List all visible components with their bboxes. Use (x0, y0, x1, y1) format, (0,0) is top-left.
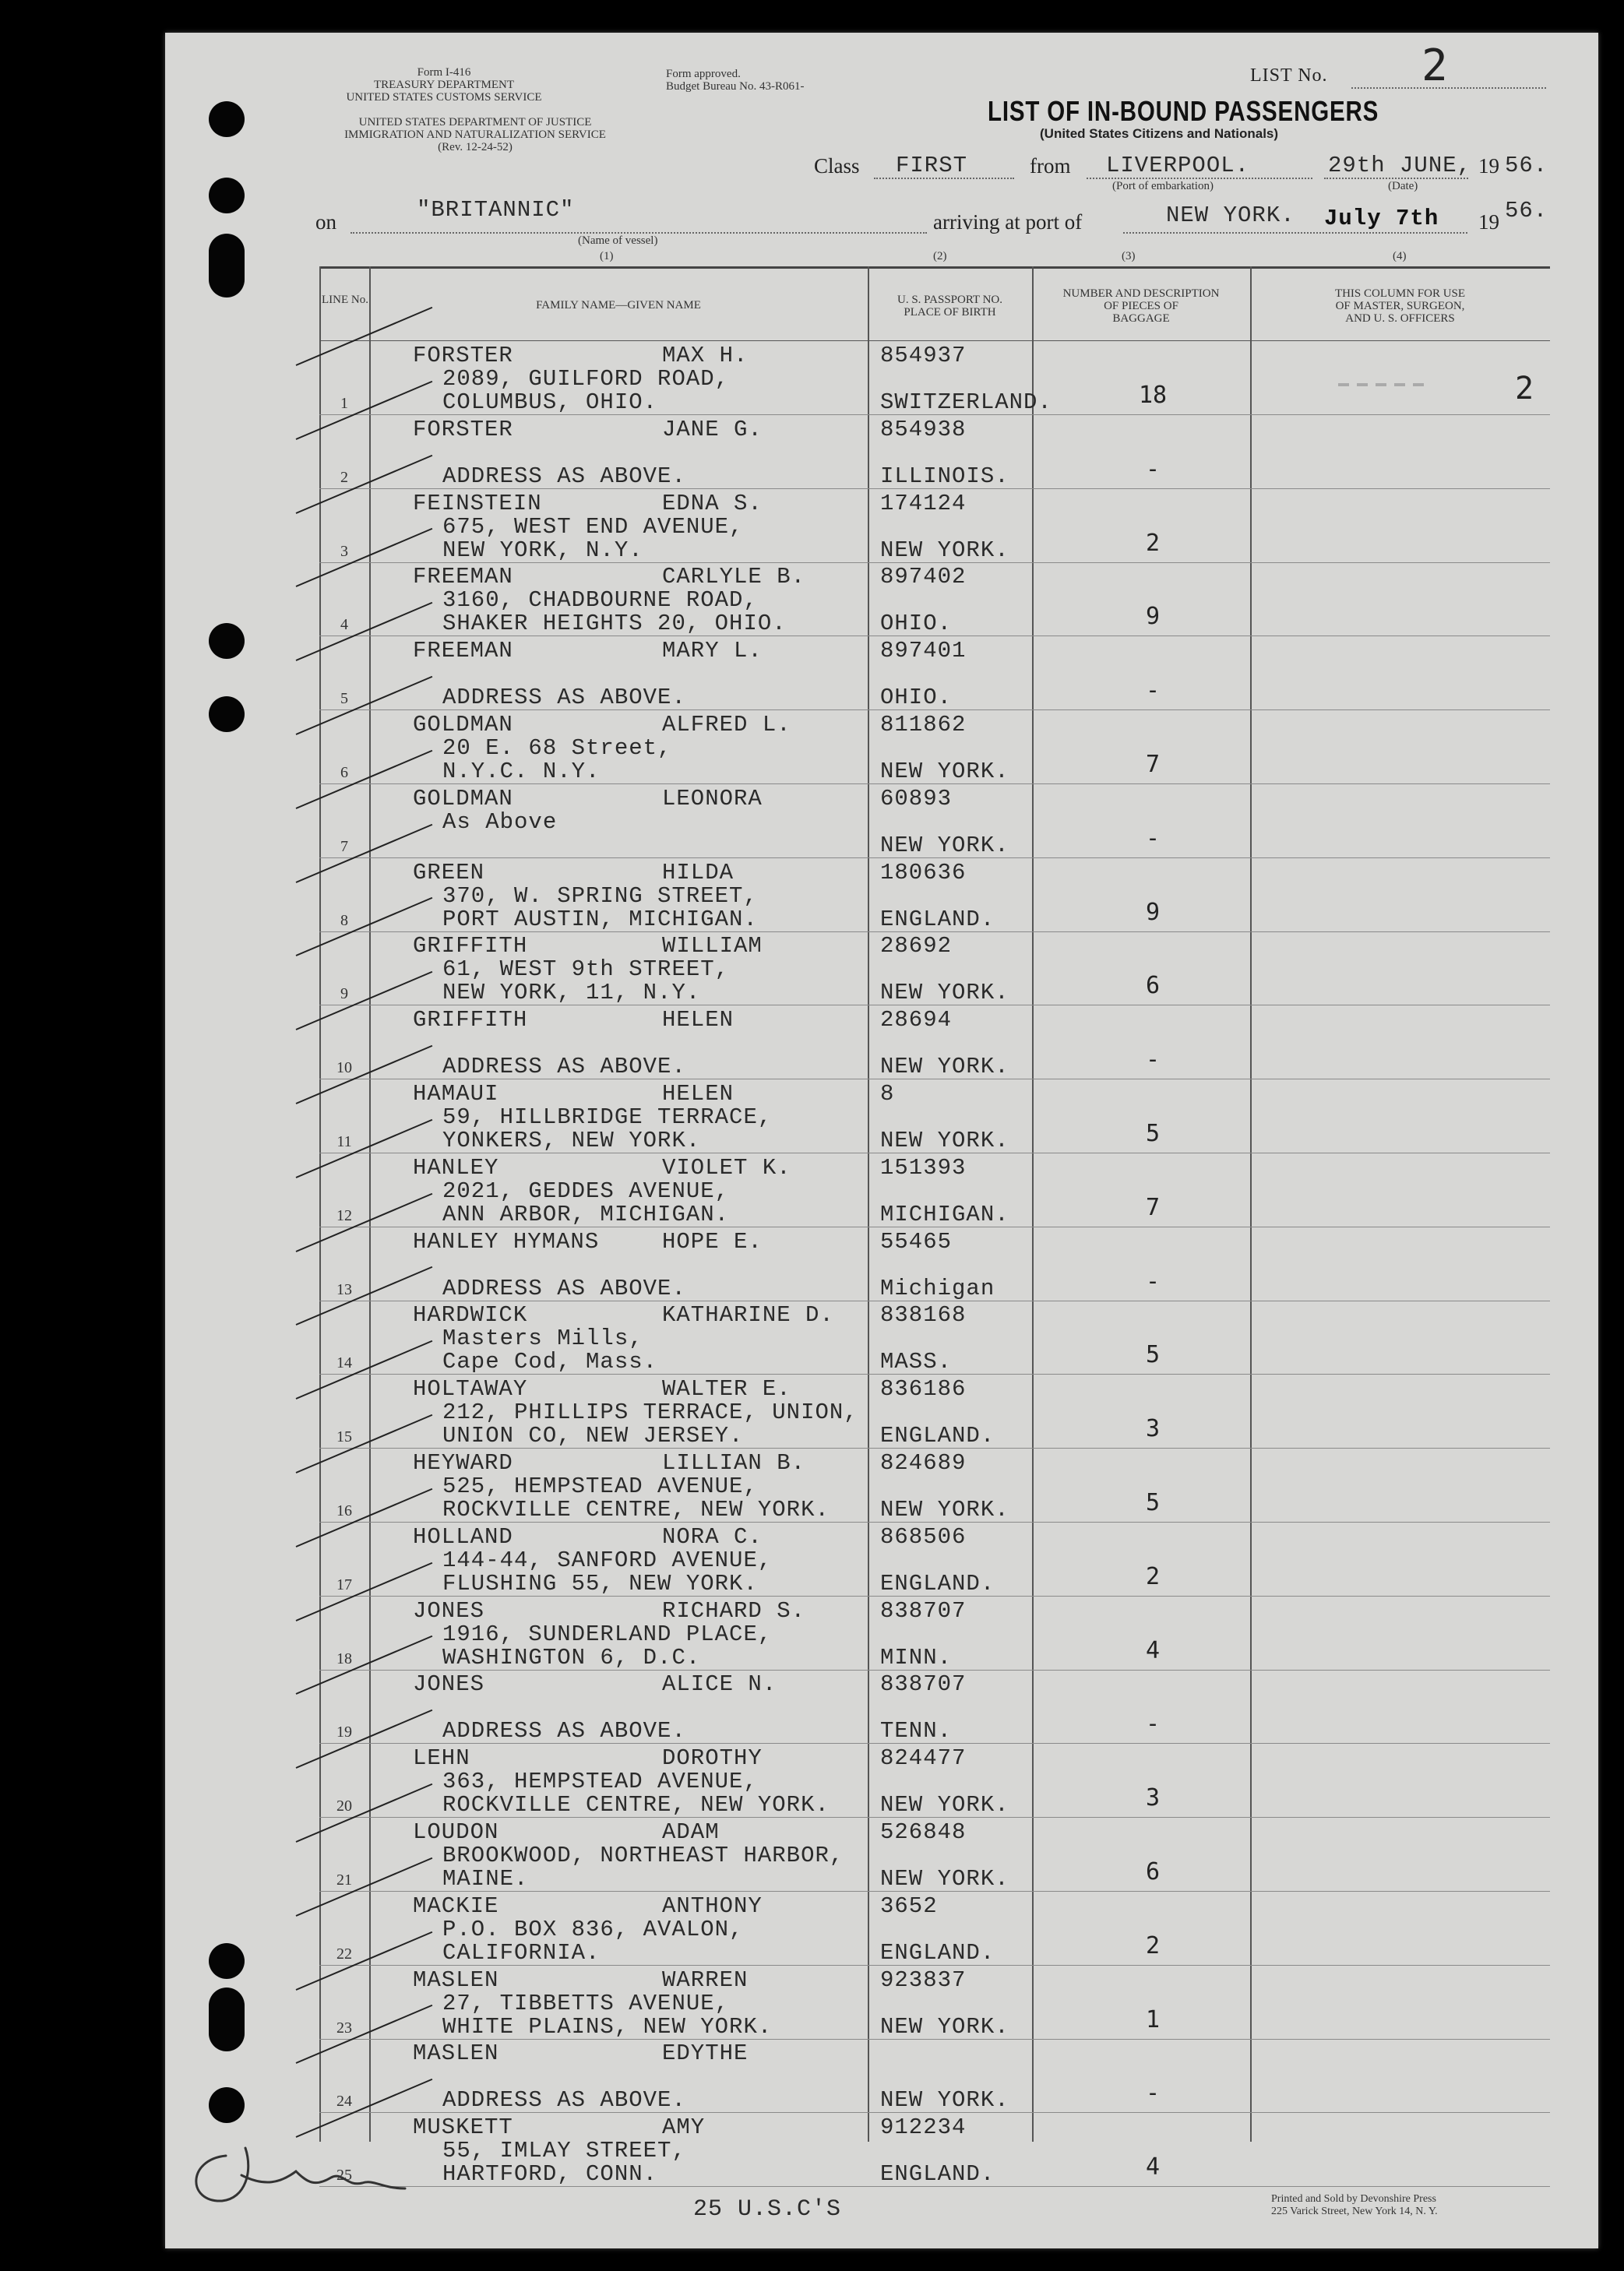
given-name: MARY L. (662, 638, 763, 664)
justice-line-1: UNITED STATES DEPARTMENT OF JUSTICE (358, 116, 592, 129)
form-number: Form I-416 (417, 66, 471, 79)
line-number: 18 (336, 1650, 352, 1667)
passport-number: 897402 (880, 564, 967, 590)
table-row (319, 1227, 1550, 1301)
line-number: 5 (340, 690, 348, 708)
table-row (319, 562, 1550, 636)
given-name: HILDA (662, 859, 734, 886)
from-value: LIVERPOOL. (1106, 153, 1250, 178)
list-no-value: 2 (1421, 40, 1448, 91)
line-number: 1 (340, 395, 348, 412)
birthplace: ENGLAND. (880, 906, 995, 932)
address-line-2: ADDRESS AS ABOVE. (442, 685, 686, 711)
col-number-2: (2) (933, 250, 947, 262)
passport-number: 838707 (880, 1671, 967, 1698)
address-line-2: NEW YORK, 11, N.Y. (442, 980, 701, 1006)
table-row (319, 1597, 1550, 1671)
table-row (319, 341, 1550, 415)
address-line-2: N.Y.C. N.Y. (442, 759, 601, 784)
address-line-2: YONKERS, NEW YORK. (442, 1128, 701, 1153)
given-name: HELEN (662, 1007, 734, 1033)
table-row (319, 1892, 1550, 1966)
col-number-3: (3) (1122, 250, 1136, 262)
birthplace: NEW YORK. (880, 1128, 1009, 1153)
table-row (319, 1744, 1550, 1818)
given-name: AMY (662, 2114, 706, 2141)
passport-number: 60893 (880, 785, 953, 812)
table-row (319, 1523, 1550, 1597)
address-line-2: ROCKVILLE CENTRE, NEW YORK. (442, 1792, 830, 1819)
baggage-count: 4 (1145, 2153, 1161, 2181)
justice-line-2: IMMIGRATION AND NATURALIZATION SERVICE (344, 129, 606, 141)
col-header-line-no: LINE No. (322, 294, 368, 306)
line-number: 21 (336, 1871, 352, 1889)
line-number: 10 (336, 1059, 352, 1077)
line-number: 14 (336, 1354, 352, 1372)
given-name: CARLYLE B. (662, 564, 806, 590)
table-row (319, 1818, 1550, 1892)
form-title: LIST OF IN-BOUND PASSENGERS (988, 95, 1379, 127)
baggage-count: 3 (1145, 1784, 1161, 1812)
family-name: FEINSTEIN (413, 490, 542, 516)
family-name: GOLDMAN (413, 712, 513, 738)
line-number: 6 (340, 764, 348, 781)
address-line-2: HARTFORD, CONN. (442, 2161, 658, 2188)
birthplace: MINN. (880, 1644, 953, 1671)
baggage-count: 2 (1145, 529, 1161, 557)
table-row (319, 858, 1550, 932)
line-number: 19 (336, 1723, 352, 1741)
address-line-1: 212, PHILLIPS TERRACE, UNION, (442, 1400, 858, 1426)
family-name: JONES (413, 1671, 485, 1698)
baggage-count: 5 (1145, 1120, 1161, 1147)
total-count: 25 U.S.C'S (693, 2196, 842, 2223)
table-row (319, 1005, 1550, 1079)
passport-number: 854937 (880, 343, 967, 368)
given-name: JANE G. (662, 416, 763, 442)
col-header-baggage-1: NUMBER AND DESCRIPTION (1062, 287, 1220, 300)
address-line-1: As Above (442, 808, 558, 835)
address-line-1: 3160, CHADBOURNE ROAD, (442, 587, 758, 614)
passport-number: 923837 (880, 1966, 967, 1993)
family-name: GREEN (413, 859, 485, 886)
address-line-2: FLUSHING 55, NEW YORK. (442, 1570, 758, 1597)
family-name: HANLEY HYMANS (413, 1228, 600, 1255)
table-row (319, 415, 1550, 489)
table-row (319, 1966, 1550, 2040)
col-header-name: FAMILY NAME—GIVEN NAME (536, 299, 701, 312)
address-line-2: ADDRESS AS ABOVE. (442, 1275, 686, 1301)
address-line-1: 144-44, SANFORD AVENUE, (442, 1547, 773, 1573)
given-name: WARREN (662, 1966, 749, 1993)
line-number: 12 (336, 1206, 352, 1224)
on-label: on (315, 210, 336, 234)
address-line-1: Masters Mills, (442, 1326, 643, 1352)
passport-number: 836186 (880, 1376, 967, 1403)
birthplace: ILLINOIS. (880, 463, 1009, 489)
given-name: LILLIAN B. (662, 1450, 806, 1476)
given-name: LEONORA (662, 785, 763, 812)
printer-line-1: Printed and Sold by Devonshire Press (1271, 2193, 1436, 2205)
address-line-2: ADDRESS AS ABOVE. (442, 463, 686, 489)
given-name: WILLIAM (662, 933, 763, 959)
line-number: 2 (340, 468, 348, 486)
approval-line-2: Budget Bureau No. 43-R061- (666, 80, 805, 93)
family-name: LEHN (413, 1745, 470, 1772)
officer-mark: 2 (1515, 371, 1534, 407)
year-value-2: 56. (1505, 198, 1548, 224)
address-line-2: ADDRESS AS ABOVE. (442, 1054, 686, 1080)
family-name: FREEMAN (413, 638, 513, 664)
family-name: MUSKETT (413, 2114, 513, 2141)
birthplace: NEW YORK. (880, 2013, 1009, 2040)
baggage-count: - (1145, 1710, 1161, 1738)
agency-line-1: TREASURY DEPARTMENT (373, 79, 515, 91)
address-line-1: 59, HILLBRIDGE TERRACE, (442, 1104, 773, 1130)
table-row (319, 931, 1550, 1005)
birthplace: ENGLAND. (880, 1570, 995, 1597)
address-line-2: MAINE. (442, 1866, 529, 1892)
arriving-label: arriving at port of (933, 210, 1083, 234)
passport-number: 3652 (880, 1892, 938, 1919)
baggage-count: - (1145, 2079, 1161, 2107)
baggage-count: - (1145, 1267, 1161, 1295)
passport-number: 28692 (880, 933, 953, 959)
baggage-count: 4 (1145, 1636, 1161, 1664)
passport-number: 868506 (880, 1523, 967, 1550)
family-name: HANLEY (413, 1154, 499, 1181)
approval-line-1: Form approved. (666, 68, 741, 80)
line-number: 3 (340, 542, 348, 560)
from-label: from (1030, 154, 1071, 178)
family-name: LOUDON (413, 1819, 499, 1845)
vessel-name: "BRITANNIC" (417, 197, 575, 223)
family-name: HEYWARD (413, 1450, 513, 1476)
year-prefix-1: 19 (1478, 154, 1499, 178)
address-line-1: 20 E. 68 Street, (442, 735, 672, 761)
birthplace: Michigan (880, 1275, 995, 1301)
baggage-count: 3 (1145, 1415, 1161, 1443)
birthplace: MICHIGAN. (880, 1201, 1009, 1227)
baggage-count: 1 (1145, 2005, 1161, 2033)
baggage-count: - (1145, 677, 1161, 705)
address-line-2: Cape Cod, Mass. (442, 1349, 658, 1375)
col-header-officers-2: OF MASTER, SURGEON, (1335, 300, 1465, 312)
birthplace: NEW YORK. (880, 1792, 1009, 1819)
table-row (319, 1301, 1550, 1375)
line-number: 17 (336, 1576, 352, 1593)
class-label: Class (814, 154, 860, 178)
passport-number: 174124 (880, 490, 967, 516)
birthplace: NEW YORK. (880, 1866, 1009, 1892)
baggage-count: 9 (1145, 898, 1161, 926)
line-number: 11 (336, 1133, 352, 1150)
address-line-1: P.O. BOX 836, AVALON, (442, 1916, 744, 1942)
line-number: 23 (336, 2019, 352, 2037)
form-subtitle: (United States Citizens and Nationals) (1040, 126, 1279, 141)
agency-line-2: UNITED STATES CUSTOMS SERVICE (346, 91, 542, 104)
family-name: FREEMAN (413, 564, 513, 590)
passport-number: 526848 (880, 1819, 967, 1845)
given-name: WALTER E. (662, 1376, 791, 1403)
given-name: RICHARD S. (662, 1597, 806, 1624)
arrival-port: NEW YORK. (1166, 202, 1295, 228)
baggage-count: - (1145, 1046, 1161, 1074)
passport-number: 824689 (880, 1450, 967, 1476)
address-line-1: BROOKWOOD, NORTHEAST HARBOR, (442, 1843, 844, 1868)
table-row (319, 784, 1550, 858)
col-header-passport-2: PLACE OF BIRTH (904, 306, 996, 319)
birthplace: NEW YORK. (880, 759, 1009, 784)
family-name: GRIFFITH (413, 933, 528, 959)
address-line-2: WHITE PLAINS, NEW YORK. (442, 2013, 773, 2040)
table-row (319, 2113, 1550, 2187)
family-name: HOLTAWAY (413, 1376, 528, 1403)
address-line-2: NEW YORK, N.Y. (442, 537, 643, 563)
birthplace: NEW YORK. (880, 537, 1009, 563)
date-caption: (Date) (1388, 180, 1418, 192)
address-line-1: 370, W. SPRING STREET, (442, 882, 758, 909)
given-name: EDYTHE (662, 2040, 749, 2067)
family-name: HARDWICK (413, 1302, 528, 1329)
given-name: KATHARINE D. (662, 1302, 834, 1329)
passport-number: 811862 (880, 712, 967, 738)
passport-number: 55465 (880, 1228, 953, 1255)
address-line-2: WASHINGTON 6, D.C. (442, 1644, 701, 1671)
birthplace: SWITZERLAND. (880, 389, 1052, 415)
given-name: MAX H. (662, 343, 749, 368)
table-row (319, 1449, 1550, 1523)
justice-line-3: (Rev. 12-24-52) (438, 141, 513, 153)
passport-number: 824477 (880, 1745, 967, 1772)
address-line-2: SHAKER HEIGHTS 20, OHIO. (442, 611, 787, 637)
line-number: 20 (336, 1797, 352, 1815)
table-row (319, 1375, 1550, 1449)
family-name: FORSTER (413, 343, 513, 368)
birthplace: OHIO. (880, 685, 953, 711)
birthplace: ENGLAND. (880, 2161, 995, 2188)
family-name: MASLEN (413, 1966, 499, 1993)
line-number: 8 (340, 911, 348, 929)
col-number-1: (1) (600, 250, 614, 262)
family-name: FORSTER (413, 416, 513, 442)
passport-number: 854938 (880, 416, 967, 442)
address-line-1: 525, HEMPSTEAD AVENUE, (442, 1474, 758, 1499)
table-row (319, 489, 1550, 563)
birthplace: ENGLAND. (880, 1939, 995, 1966)
baggage-count: - (1145, 824, 1161, 852)
list-no-label: LIST No. (1250, 65, 1328, 86)
passport-number: 28694 (880, 1007, 953, 1033)
given-name: ALFRED L. (662, 712, 791, 738)
given-name: VIOLET K. (662, 1154, 791, 1181)
table-row (319, 636, 1550, 710)
class-value: FIRST (896, 153, 968, 178)
baggage-count: 18 (1138, 382, 1168, 409)
given-name: ANTHONY (662, 1892, 763, 1919)
given-name: NORA C. (662, 1523, 763, 1550)
family-name: HOLLAND (413, 1523, 513, 1550)
family-name: JONES (413, 1597, 485, 1624)
passport-number: 912234 (880, 2114, 967, 2141)
passport-number: 151393 (880, 1154, 967, 1181)
address-line-2: COLUMBUS, OHIO. (442, 389, 658, 415)
arrival-date: July 7th (1324, 206, 1439, 231)
table-row (319, 2039, 1550, 2113)
given-name: DOROTHY (662, 1745, 763, 1772)
address-line-2: PORT AUSTIN, MICHIGAN. (442, 906, 758, 932)
birthplace: NEW YORK. (880, 1054, 1009, 1080)
baggage-count: 7 (1145, 751, 1161, 778)
line-number: 15 (336, 1428, 352, 1446)
year-value-1: 56. (1505, 153, 1548, 178)
birthplace: TENN. (880, 1718, 953, 1745)
birthplace: OHIO. (880, 611, 953, 637)
faint-mark (1338, 383, 1424, 386)
given-name: EDNA S. (662, 490, 763, 516)
baggage-count: 2 (1145, 1931, 1161, 1959)
col-header-baggage-3: BAGGAGE (1112, 312, 1170, 325)
line-number: 4 (340, 616, 348, 634)
passport-number: 838168 (880, 1302, 967, 1329)
port-of-embarkation-caption: (Port of embarkation) (1112, 180, 1214, 192)
birthplace: ENGLAND. (880, 1423, 995, 1449)
table-row (319, 1670, 1550, 1744)
address-line-2: ROCKVILLE CENTRE, NEW YORK. (442, 1497, 830, 1523)
printer-line-2: 225 Varick Street, New York 14, N. Y. (1271, 2206, 1438, 2217)
table-row (319, 1079, 1550, 1153)
col-number-4: (4) (1393, 250, 1407, 262)
baggage-count: 7 (1145, 1193, 1161, 1221)
address-line-2: ADDRESS AS ABOVE. (442, 2087, 686, 2114)
table-row (319, 1153, 1550, 1227)
passport-number: 897401 (880, 638, 967, 664)
birthplace: NEW YORK. (880, 1497, 1009, 1523)
baggage-count: 2 (1145, 1562, 1161, 1590)
address-line-1: 675, WEST END AVENUE, (442, 513, 744, 540)
vessel-caption: (Name of vessel) (578, 234, 658, 247)
line-number: 7 (340, 837, 348, 855)
address-line-1: 61, WEST 9th STREET, (442, 956, 730, 983)
baggage-count: 6 (1145, 1858, 1161, 1885)
col-header-officers-3: AND U. S. OFFICERS (1345, 312, 1455, 325)
birthplace: MASS. (880, 1349, 953, 1375)
year-prefix-2: 19 (1478, 210, 1499, 234)
given-name: ADAM (662, 1819, 720, 1845)
passport-number: 838707 (880, 1597, 967, 1624)
birthplace: NEW YORK. (880, 980, 1009, 1006)
address-line-2: ANN ARBOR, MICHIGAN. (442, 1201, 730, 1227)
col-header-passport-1: U. S. PASSPORT NO. (897, 294, 1002, 306)
address-line-1: 55, IMLAY STREET, (442, 2138, 686, 2164)
passport-number: 180636 (880, 859, 967, 886)
address-line-1: 2021, GEDDES AVENUE, (442, 1178, 730, 1204)
family-name: MASLEN (413, 2040, 499, 2067)
line-number: 16 (336, 1502, 352, 1519)
table-row (319, 710, 1550, 784)
address-line-1: 27, TIBBETTS AVENUE, (442, 1990, 730, 2016)
baggage-count: - (1145, 455, 1161, 483)
family-name: GRIFFITH (413, 1007, 528, 1033)
address-line-2: CALIFORNIA. (442, 1939, 601, 1966)
baggage-count: 5 (1145, 1489, 1161, 1516)
embark-date: 29th JUNE, (1328, 153, 1472, 178)
check-mark (296, 307, 433, 366)
birthplace: NEW YORK. (880, 832, 1009, 858)
address-line-2: UNION CO, NEW JERSEY. (442, 1423, 744, 1449)
line-number: 25 (336, 2167, 352, 2185)
baggage-count: 6 (1145, 972, 1161, 1000)
line-number: 24 (336, 2093, 352, 2111)
line-number: 13 (336, 1280, 352, 1298)
address-line-2: ADDRESS AS ABOVE. (442, 1718, 686, 1745)
baggage-count: 9 (1145, 603, 1161, 631)
given-name: ALICE N. (662, 1671, 777, 1698)
line-number: 9 (340, 985, 348, 1003)
given-name: HOPE E. (662, 1228, 763, 1255)
address-line-1: 363, HEMPSTEAD AVENUE, (442, 1769, 758, 1795)
birthplace: NEW YORK. (880, 2087, 1009, 2114)
line-number: 22 (336, 1945, 352, 1963)
col-header-baggage-2: OF PIECES OF (1104, 300, 1178, 312)
passport-number: 8 (880, 1081, 895, 1107)
signature (179, 2140, 428, 2210)
col-header-officers-1: THIS COLUMN FOR USE (1334, 287, 1466, 300)
address-line-1: 2089, GUILFORD ROAD, (442, 366, 730, 392)
address-line-1: 1916, SUNDERLAND PLACE, (442, 1621, 773, 1647)
family-name: GOLDMAN (413, 785, 513, 812)
baggage-count: 5 (1145, 1341, 1161, 1369)
family-name: MACKIE (413, 1892, 499, 1919)
given-name: HELEN (662, 1081, 734, 1107)
family-name: HAMAUI (413, 1081, 499, 1107)
